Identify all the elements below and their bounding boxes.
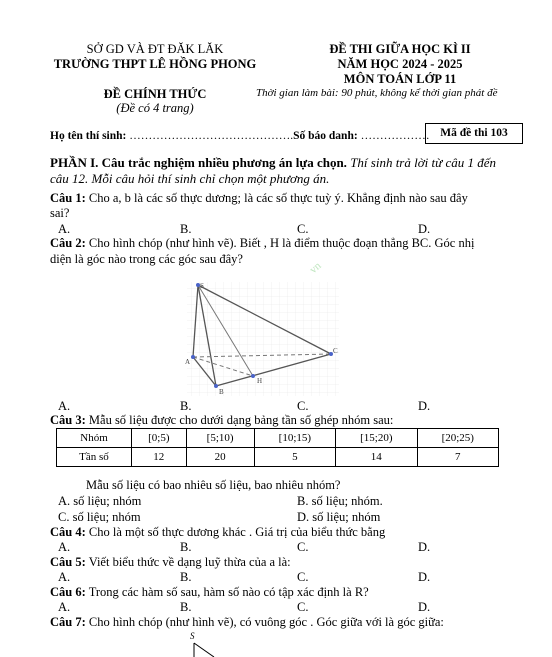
exam-code-box: Mã đề thi 103 (425, 123, 523, 144)
school-name: TRƯỜNG THPT LÊ HỒNG PHONG (53, 57, 257, 71)
q5-option-d[interactable]: D. (418, 570, 431, 584)
q6-option-c[interactable]: C. (297, 600, 309, 614)
subject: MÔN TOÁN LỚP 11 (343, 72, 457, 86)
q4-option-c[interactable]: C. (297, 540, 309, 554)
q2-option-d[interactable]: D. (418, 399, 431, 413)
q3-option-a-letter: A. (58, 494, 71, 508)
q3-option-c-letter: C. (58, 510, 70, 524)
q4-number: Câu 4: (50, 525, 86, 539)
q1-text (50, 191, 468, 206)
q1-option-c[interactable]: C. (297, 222, 309, 236)
group-cell: [20;25) (417, 429, 498, 448)
part1-instruction-cont: câu 12. Mỗi câu hỏi thí sinh chỉ chọn một phương án. (50, 171, 330, 186)
q5-option-c[interactable]: C. (297, 570, 309, 584)
q3-option-d[interactable] (297, 510, 380, 525)
q3-number: Câu 3: (50, 413, 86, 427)
time-note: Thời gian làm bài: 90 phút, không kể thời gian phát đề (256, 87, 498, 99)
id-field[interactable]: ……………… (360, 130, 430, 142)
group-cell: [5;10) (186, 429, 254, 448)
name-field[interactable]: ……………………………………. (129, 130, 294, 142)
q5-text (50, 555, 291, 570)
pyramid-figure (183, 280, 343, 400)
part1-instruction: Thí sinh trả lời từ câu 1 đến (350, 155, 497, 170)
group-cell: [0;5) (132, 429, 187, 448)
q1-line1: Cho a, b là các số thực dương; là các số thực tuỳ ý. Khẳng định nào sau đây (88, 191, 468, 205)
exam-title: ĐỀ THI GIỮA HỌC KÌ II (329, 42, 471, 56)
q3-option-a[interactable] (58, 494, 141, 509)
q7-line: Cho hình chóp (như hình vẽ), có vuông góc . Góc giữa với là góc giữa: (88, 615, 444, 629)
q2-line2: diện là góc nào trong các góc sau đây? (50, 252, 243, 266)
q5-option-b[interactable]: B. (180, 570, 192, 584)
q1-option-b[interactable]: B. (180, 222, 192, 236)
label-h: H (257, 377, 263, 385)
table-row (57, 448, 499, 467)
q3-option-b-letter: B. (297, 494, 309, 508)
q3-text (50, 413, 393, 428)
q6-number: Câu 6: (50, 585, 86, 599)
point-h (251, 374, 255, 378)
page-count: (Đề có 4 trang) (116, 101, 194, 115)
watermark: vn (307, 259, 324, 277)
q2-option-b[interactable]: B. (180, 399, 192, 413)
freq-cell: 7 (417, 448, 498, 467)
frequency-table (56, 428, 499, 467)
q7-figure (188, 630, 228, 657)
q4-text (50, 525, 385, 540)
q1-line2: sai? (50, 206, 70, 220)
group-cell: [15;20) (336, 429, 417, 448)
q3-option-c-text: số liệu; nhóm (72, 510, 141, 524)
q7-text (50, 615, 444, 630)
q7-label-s: S (190, 631, 195, 641)
q2-number: Câu 2: (50, 236, 86, 250)
q6-option-b[interactable]: B. (180, 600, 192, 614)
part1-header (50, 155, 496, 171)
q2-text (50, 236, 474, 251)
q3-option-d-letter: D. (297, 510, 310, 524)
q5-line: Viết biểu thức về dạng luỹ thừa của a là: (88, 555, 291, 569)
q6-option-a[interactable]: A. (58, 600, 71, 614)
q1-option-a[interactable]: A. (58, 222, 71, 236)
header-cell: Nhóm (57, 429, 132, 448)
freq-cell: 12 (132, 448, 187, 467)
q3-option-d-text: số liệu; nhóm (312, 510, 381, 524)
q7-edge-2 (194, 643, 214, 657)
id-label: Số báo danh: (293, 130, 358, 142)
q3-option-b[interactable] (297, 494, 383, 509)
q2-line1: Cho hình chóp (như hình vẽ). Biết , H là điểm thuộc đoạn thẳng BC. Góc nhị (88, 236, 475, 250)
official-label: ĐỀ CHÍNH THỨC (103, 87, 207, 101)
label-b: B (219, 388, 224, 396)
q2-option-a[interactable]: A. (58, 399, 71, 413)
student-line (50, 130, 430, 142)
label-c: C (333, 347, 338, 355)
q3-option-c[interactable] (58, 510, 141, 525)
freq-cell: 20 (186, 448, 254, 467)
q1-option-d[interactable]: D. (418, 222, 431, 236)
q3-question: Mẫu số liệu có bao nhiêu số liệu, bao nhiêu nhóm? (86, 478, 341, 492)
q6-text (50, 585, 369, 600)
school-year: NĂM HỌC 2024 - 2025 (337, 57, 463, 71)
q4-option-d[interactable]: D. (418, 540, 431, 554)
group-cell: [10;15) (254, 429, 335, 448)
q5-number: Câu 5: (50, 555, 86, 569)
q2-option-c[interactable]: C. (297, 399, 309, 413)
q3-option-b-text: số liệu; nhóm. (311, 494, 383, 508)
q4-option-a[interactable]: A. (58, 540, 71, 554)
q6-option-d[interactable]: D. (418, 600, 431, 614)
freq-cell: 5 (254, 448, 335, 467)
dept-name: SỞ GD VÀ ĐT ĐĂK LĂK (86, 42, 224, 56)
header-cell: Tần số (57, 448, 132, 467)
q3-line: Mẫu số liệu được cho dưới dạng bảng tần số ghép nhóm sau: (88, 413, 394, 427)
table-row (57, 429, 499, 448)
q6-line: Trong các hàm số sau, hàm số nào có tập xác định là R? (88, 585, 369, 599)
q3-option-a-text: số liệu; nhóm (73, 494, 142, 508)
part1-title: PHẦN I. Câu trắc nghiệm nhiều phương án lựa chọn. (50, 155, 347, 170)
label-s: S (200, 282, 204, 290)
point-b (214, 384, 218, 388)
q4-option-b[interactable]: B. (180, 540, 192, 554)
freq-cell: 14 (336, 448, 417, 467)
q4-line: Cho là một số thực dương khác . Giá trị của biểu thức bằng (88, 525, 386, 539)
label-a: A (185, 358, 191, 366)
name-label: Họ tên thí sinh: (50, 130, 127, 142)
q1-number: Câu 1: (50, 191, 86, 205)
q7-number: Câu 7: (50, 615, 86, 629)
point-a (191, 355, 195, 359)
q5-option-a[interactable]: A. (58, 570, 71, 584)
